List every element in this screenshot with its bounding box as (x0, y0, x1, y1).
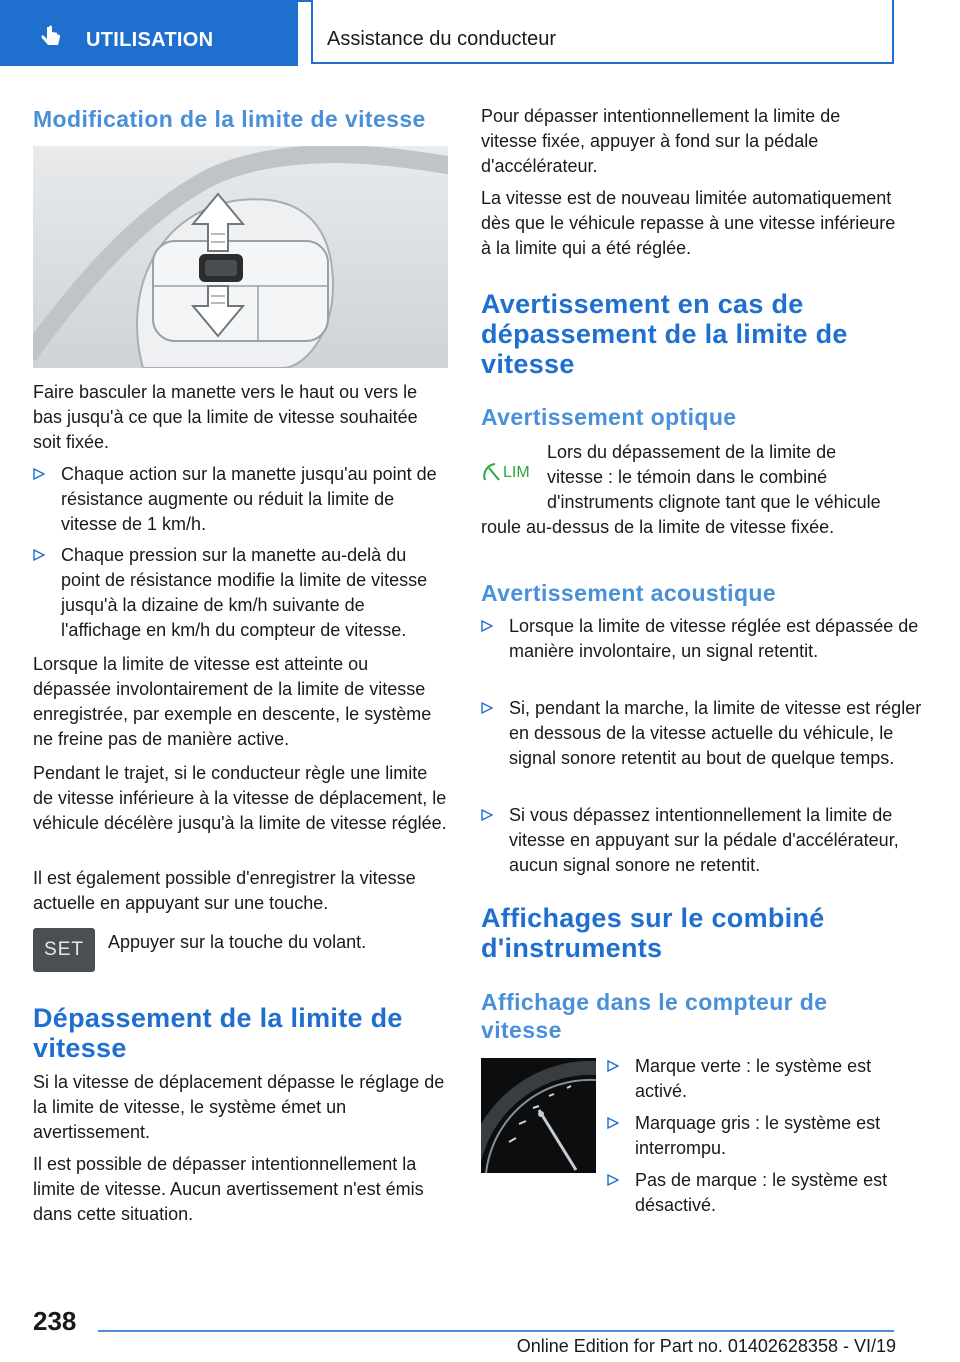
set-label: SET (44, 939, 84, 960)
chapter-title: Assistance du conducteur (327, 28, 557, 50)
optique-text-wrap (547, 440, 896, 515)
list-item-text: Si vous dépassez intentionnellement la limite de vitesse en appuyant sur la pédale d'accélérateur, aucun signal sonore ne retentit. (509, 805, 899, 875)
paragraph-trajet: Pendant le trajet, si le conducteur règle une limite de vitesse inférieure à la vitesse de déplacement, le véhicule décélère jusqu'à la limite de vitesse réglée. (33, 763, 447, 833)
section-title: UTILISATION (86, 29, 214, 51)
paragraph-depasser: Pour dépasser intentionnellement la limite de vitesse fixée, appuyer à fond sur la pédale d'accélérateur. (481, 106, 841, 176)
set-instruction: Appuyer sur la touche du volant. (108, 932, 367, 952)
triangle-bullet-icon (607, 1117, 619, 1129)
heading-optique: Avertissement optique (481, 404, 737, 430)
list-item (33, 543, 448, 643)
paragraph-intentionnel: Il est possible de dépasser intentionnellement la limite de vitesse. Aucun avertissement n'est émis dans cette situation. (33, 1154, 424, 1224)
list-item (607, 1111, 924, 1161)
set-button-icon (33, 928, 95, 972)
steering-wheel-controls-image (33, 146, 448, 368)
triangle-bullet-icon (481, 702, 493, 714)
heading-affichages: Affichages sur le combiné d'instruments (481, 903, 825, 963)
section-tab[interactable] (0, 0, 298, 66)
speedometer-image (481, 1058, 596, 1173)
list-item-text: Si, pendant la marche, la limite de vitesse est régler en dessous de la vitesse actuelle du véhicule, le signal sonore retentit au bout de quelque temps. (509, 698, 922, 768)
chapter-box (311, 0, 894, 64)
triangle-bullet-icon (33, 549, 45, 561)
list-item-text: Lorsque la limite de vitesse réglée est dépassée de manière involontaire, un signal retentit. (509, 616, 919, 661)
optique-text-tail: roule au-dessus de la limite de vitesse fixée. (481, 517, 835, 537)
list-item-text: Chaque pression sur la manette au-delà du point de résistance modifie la limite de vitesse jusqu'à la dizaine de km/h suivante de l'affichage en km/h du compteur de vitesse. (61, 545, 428, 640)
optique-text-continued (481, 515, 896, 540)
triangle-bullet-icon (607, 1060, 619, 1072)
heading-depassement: Dépassement de la limite de vitesse (33, 1003, 403, 1063)
triangle-bullet-icon (33, 468, 45, 480)
page-number: 238 (33, 1306, 77, 1336)
heading-acoustique: Avertissement acoustique (481, 580, 777, 606)
list-item (607, 1168, 924, 1218)
heading-avertissement: Avertissement en cas de dépassement de la limite de vitesse (481, 289, 848, 379)
list-item (481, 696, 924, 771)
triangle-bullet-icon (607, 1174, 619, 1186)
heading-modification: Modification de la limite de vitesse (33, 106, 426, 132)
lim-indicator-icon (481, 458, 541, 486)
optique-text: Lors du dépassement de la limite de vitesse : le témoin dans le combiné d'instruments clignote tant que le véhicule (547, 442, 881, 512)
hand-pointer-icon (38, 24, 64, 50)
list-item-text: Marquage gris : le système est interrompu. (635, 1113, 881, 1158)
footer-rule (98, 1330, 894, 1332)
footer-edition: Online Edition for Part no. 01402628358 - VI/19 (516, 1336, 896, 1356)
paragraph-atteinte: Lorsque la limite de vitesse est atteinte ou dépassée involontairement de la limite de vitesse enregistrée, par exemple en descente, le système ne freine pas de manière active. (33, 654, 432, 749)
list-item-text: Pas de marque : le système est désactivé. (635, 1170, 888, 1215)
list-item (33, 462, 448, 537)
triangle-bullet-icon (481, 809, 493, 821)
paragraph-emet: Si la vitesse de déplacement dépasse le réglage de la limite de vitesse, le système émet un avertissement. (33, 1072, 445, 1142)
paragraph-limitee: La vitesse est de nouveau limitée automatiquement dès que le véhicule repasse à une vitesse inférieure à la limite qui a été réglée. (481, 188, 896, 258)
lim-label: LIM (503, 464, 530, 481)
list-item-text: Chaque action sur la manette jusqu'au point de résistance augmente ou réduit la limite de vitesse de 1 km/h. (61, 464, 437, 534)
list-item (481, 803, 924, 878)
triangle-bullet-icon (481, 620, 493, 632)
list-item (607, 1054, 924, 1104)
list-item (481, 614, 924, 664)
list-item-text: Marque verte : le système est activé. (635, 1056, 872, 1101)
header-rule (298, 0, 311, 2)
paragraph-enregistrer: Il est également possible d'enregistrer la vitesse actuelle en appuyant sur une touche. (33, 868, 416, 913)
heading-compteur: Affichage dans le compteur de vitesse (481, 989, 828, 1043)
paragraph-basculer: Faire basculer la manette vers le haut ou vers le bas jusqu'à ce que la limite de vitesse souhaitée soit fixée. (33, 382, 418, 452)
